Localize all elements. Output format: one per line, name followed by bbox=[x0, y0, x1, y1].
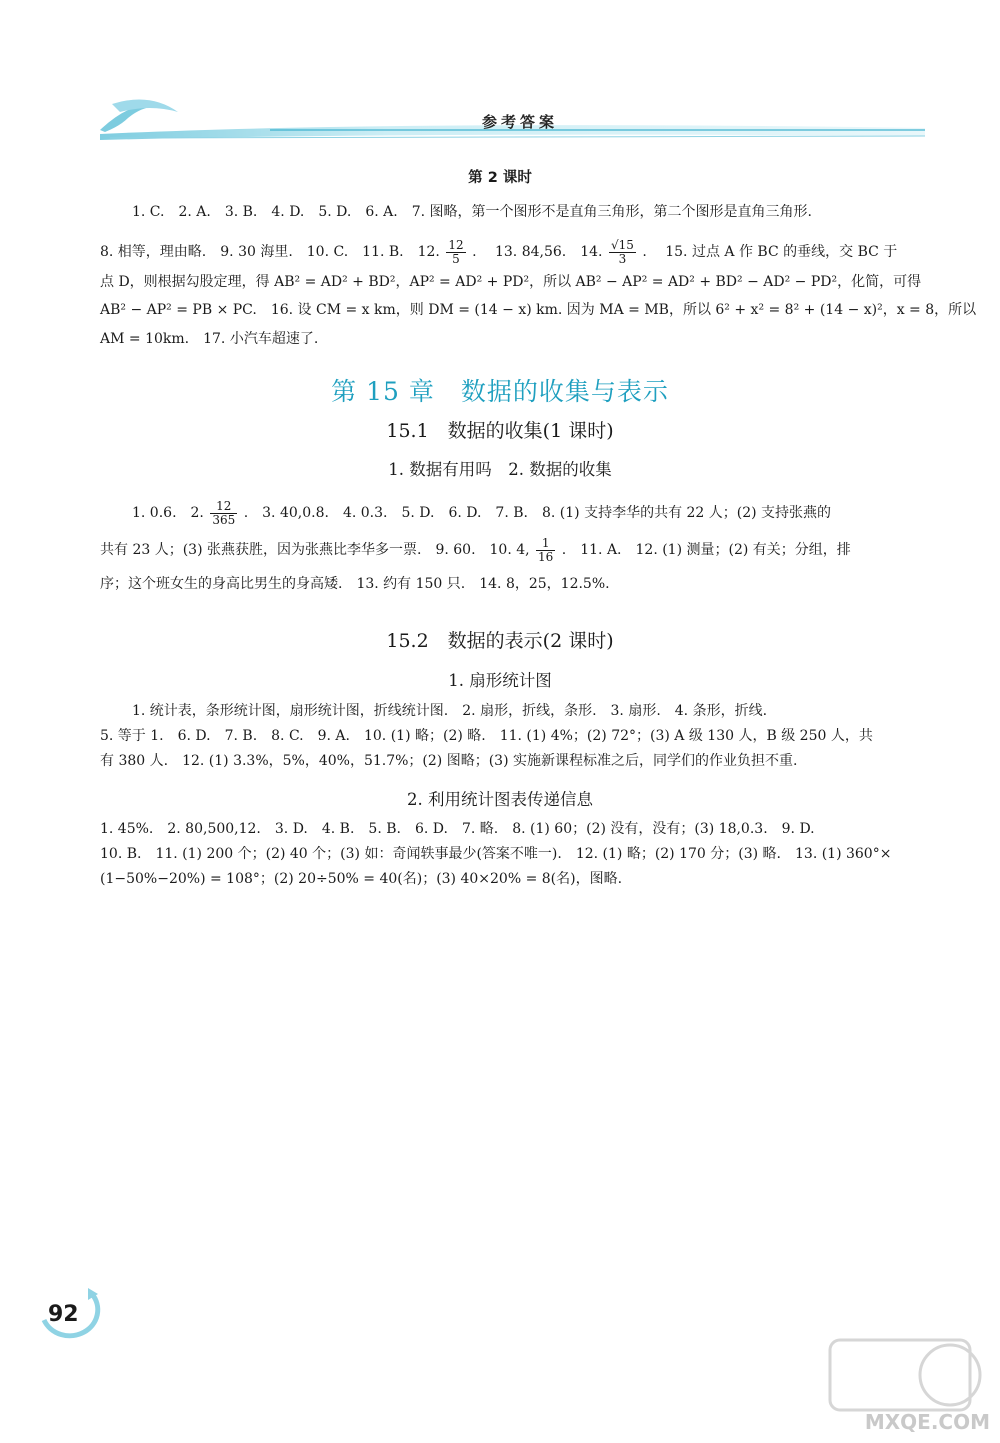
fraction-denominator: 16 bbox=[538, 549, 554, 564]
answer-text: 共有 23 人；(3) 张燕获胜，因为张燕比李华多一票. 9. 60. 10. 4, bbox=[100, 542, 530, 559]
fraction-numerator: 12 bbox=[210, 500, 237, 514]
answer-line bbox=[100, 537, 851, 563]
fraction-sqrt15-3 bbox=[609, 239, 636, 265]
answer-line: (1−50%−20%) = 108°；(2) 20÷50% = 40(名)；(3) 40×20% = 8(名)，图略. bbox=[100, 871, 623, 887]
section-15-1-subtitle: 1. 数据有用吗 2. 数据的收集 bbox=[388, 460, 612, 479]
answer-line: 有 380 人. 12. (1) 3.3%，5%，40%，51.7%；(2) 图略；(3) 实施新课程标准之后，同学们的作业负担不重. bbox=[100, 753, 798, 769]
section-15-2-subtitle-2: 2. 利用统计图表传递信息 bbox=[407, 790, 593, 809]
answer-line: AB² − AP² = PB × PC. 16. 设 CM = x km，则 DM = (14 − x) km. 因为 MA = MB，所以 6² + x² = 8² + (14 − x)²，x = 8，所以 bbox=[100, 302, 977, 318]
answer-text: . 11. A. 12. (1) 测量；(2) 有关；分组，排 bbox=[561, 542, 851, 559]
answer-line: 1. C. 2. A. 3. B. 4. D. 5. D. 6. A. 7. 图略，第一个图形不是直角三角形，第二个图形是直角三角形. bbox=[132, 204, 812, 220]
answer-text: 15. 过点 A 作 BC 的垂线，交 BC 于 bbox=[665, 244, 898, 261]
fraction-denominator: 3 bbox=[618, 251, 627, 266]
answer-text: . 3. 40,0.8. 4. 0.3. 5. D. 6. D. 7. B. 8. (1) 支持李华的共有 22 人；(2) 支持张燕的 bbox=[243, 505, 832, 522]
section-15-2-title: 15.2 数据的表示(2 课时) bbox=[386, 630, 614, 652]
answer-line: 点 D，则根据勾股定理，得 AB² = AD² + BD²，AP² = AD² + PD²，所以 AB² − AP² = AD² + BD² − AD² − PD²，化简，可得 bbox=[100, 274, 922, 290]
fraction-numerator: 12 bbox=[448, 238, 464, 252]
answer-line: 8. 相等，理由略. 9. 30 海里. 10. C. 11. B. 12. $\frac{12}{5}$ . 13. 84,56. 14. $\frac{√15}{3}$ . 15. 过点 A 作 BC 的垂线，交 BC 于 bbox=[100, 238, 898, 266]
page-header bbox=[0, 0, 1000, 160]
chapter-title: 第 15 章 数据的收集与表示 bbox=[331, 377, 669, 406]
answer-line: 10. B. 11. (1) 200 个；(2) 40 个；(3) 如：奇闻轶事最少(答案不唯一). 12. (1) 略；(2) 170 分；(3) 略. 13. (1) 360°× bbox=[100, 846, 892, 862]
fraction-1-16 bbox=[536, 537, 555, 563]
answer-line: 1. 统计表，条形统计图，扇形统计图，折线统计图. 2. 扇形，折线，条形. 3. 扇形. 4. 条形，折线. bbox=[132, 703, 768, 719]
answer-line: 序；这个班女生的身高比男生的身高矮. 13. 约有 150 只. 14. 8，25，12.5%. bbox=[100, 576, 610, 592]
section-15-2-subtitle-1: 1. 扇形统计图 bbox=[448, 671, 552, 690]
lesson-2-title: 第 2 课时 bbox=[468, 170, 532, 186]
fraction-12-365 bbox=[210, 500, 237, 526]
page-number-text: 92 bbox=[48, 1302, 79, 1327]
fraction-numerator: √15 bbox=[610, 238, 634, 252]
answer-text: 13. 84,56. 14. bbox=[494, 244, 603, 261]
answer-line: 1. 45%. 2. 80,500,12. 3. D. 4. B. 5. B. 6. D. 7. 略. 8. (1) 60；(2) 没有，没有；(3) 18,0.3. 9. D. bbox=[100, 821, 815, 837]
answer-line: AM = 10km. 17. 小汽车超速了. bbox=[100, 331, 319, 347]
fraction-12-5 bbox=[446, 239, 465, 265]
answer-line bbox=[132, 500, 831, 526]
header-title: 参考答案 bbox=[481, 113, 558, 131]
answer-text: 8. 相等，理由略. 9. 30 海里. 10. C. 11. B. 12. bbox=[100, 244, 440, 261]
fraction-numerator: 1 bbox=[536, 537, 555, 551]
answer-text: 1. 0.6. 2. bbox=[132, 505, 204, 522]
watermark-text: MXQE.COM bbox=[864, 1410, 990, 1434]
section-15-1-title: 15.1 数据的收集(1 课时) bbox=[386, 420, 614, 442]
header-swoosh-decoration bbox=[0, 0, 1000, 160]
answer-line: 5. 等于 1. 6. D. 7. B. 8. C. 9. A. 10. (1) 略；(2) 略. 11. (1) 4%；(2) 72°；(3) A 级 130 人，B 级 250 人，共 bbox=[100, 728, 873, 744]
page-number bbox=[40, 1294, 110, 1334]
fraction-denominator: 5 bbox=[452, 251, 460, 266]
fraction-denominator: 365 bbox=[212, 512, 236, 527]
